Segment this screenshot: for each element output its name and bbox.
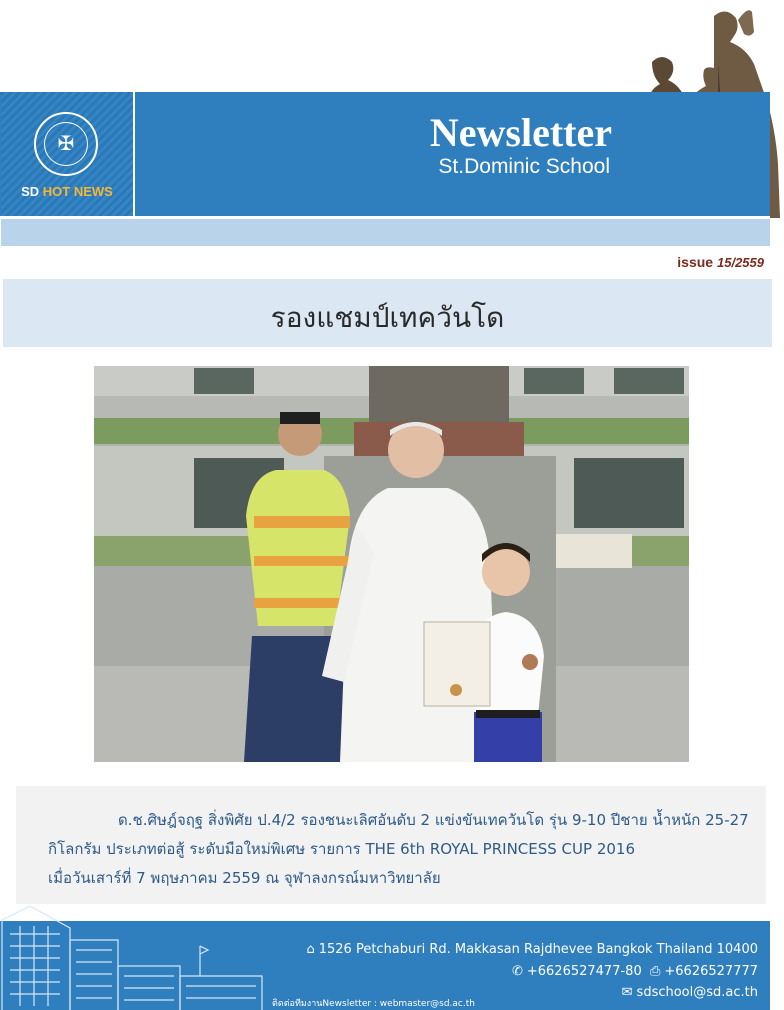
header-sub-band (1, 219, 770, 246)
caption-line-1: ด.ช.ศิษฎ์จฤฐ สิ่งพิศัย ป.4/2 รองชนะเลิศอันดับ 2 แข่งขันเทควันโด รุ่น 9-10 ปีชาย น้ำหนัก 25-27 (118, 811, 749, 829)
fax-icon: ⎙ (649, 964, 661, 979)
phone-icon: ✆ (511, 964, 523, 979)
caption-line-3: เมื่อวันเสาร์ที่ 7 พฤษภาคม 2559 ณ จุฬาลงกรณ์มหาวิทยาลัย (48, 869, 441, 887)
school-crest-glyph: ✠ (57, 131, 75, 155)
school-name: St.Dominic School (438, 155, 610, 178)
newsletter-title: Newsletter (429, 110, 612, 155)
footer-email-link[interactable]: sdschool@sd.ac.th (636, 985, 758, 1000)
caption-line-2: กิโลกรัม ประเภทต่อสู้ ระดับมือใหม่พิเศษ รายการ THE 6th ROYAL PRINCESS CUP 2016 (48, 840, 635, 858)
hot-news-accent: HOT NEWS (42, 184, 113, 199)
footer-fax-text: +6626527777 (664, 964, 758, 979)
award-photo-illustration (94, 366, 689, 762)
news-headline: รองแชมป์เทควันโด (270, 301, 505, 334)
footer-address-text: 1526 Petchaburi Rd. Makkasan Rajdhevee Bangkok Thailand 10400 (318, 942, 758, 957)
award-photo (94, 366, 689, 762)
mail-icon: ✉ (621, 985, 633, 1000)
issue-value: 15/2559 (717, 255, 764, 270)
footer-email (622, 985, 758, 1000)
issue-number (560, 254, 764, 270)
footer-phone-text[interactable]: +6626527477-80 (526, 964, 642, 979)
home-icon: ⌂ (306, 942, 315, 957)
issue-label: issue (677, 254, 714, 270)
hot-news-prefix: SD (21, 184, 43, 199)
footer-phone-fax (512, 964, 758, 979)
footer-address (306, 942, 758, 957)
footer-contact-link[interactable]: ติดต่อทีมงานNewsletter : webmaster@sd.ac.th (272, 999, 475, 1009)
hot-news-badge (0, 184, 134, 199)
school-buildings-graphic (0, 906, 270, 1010)
